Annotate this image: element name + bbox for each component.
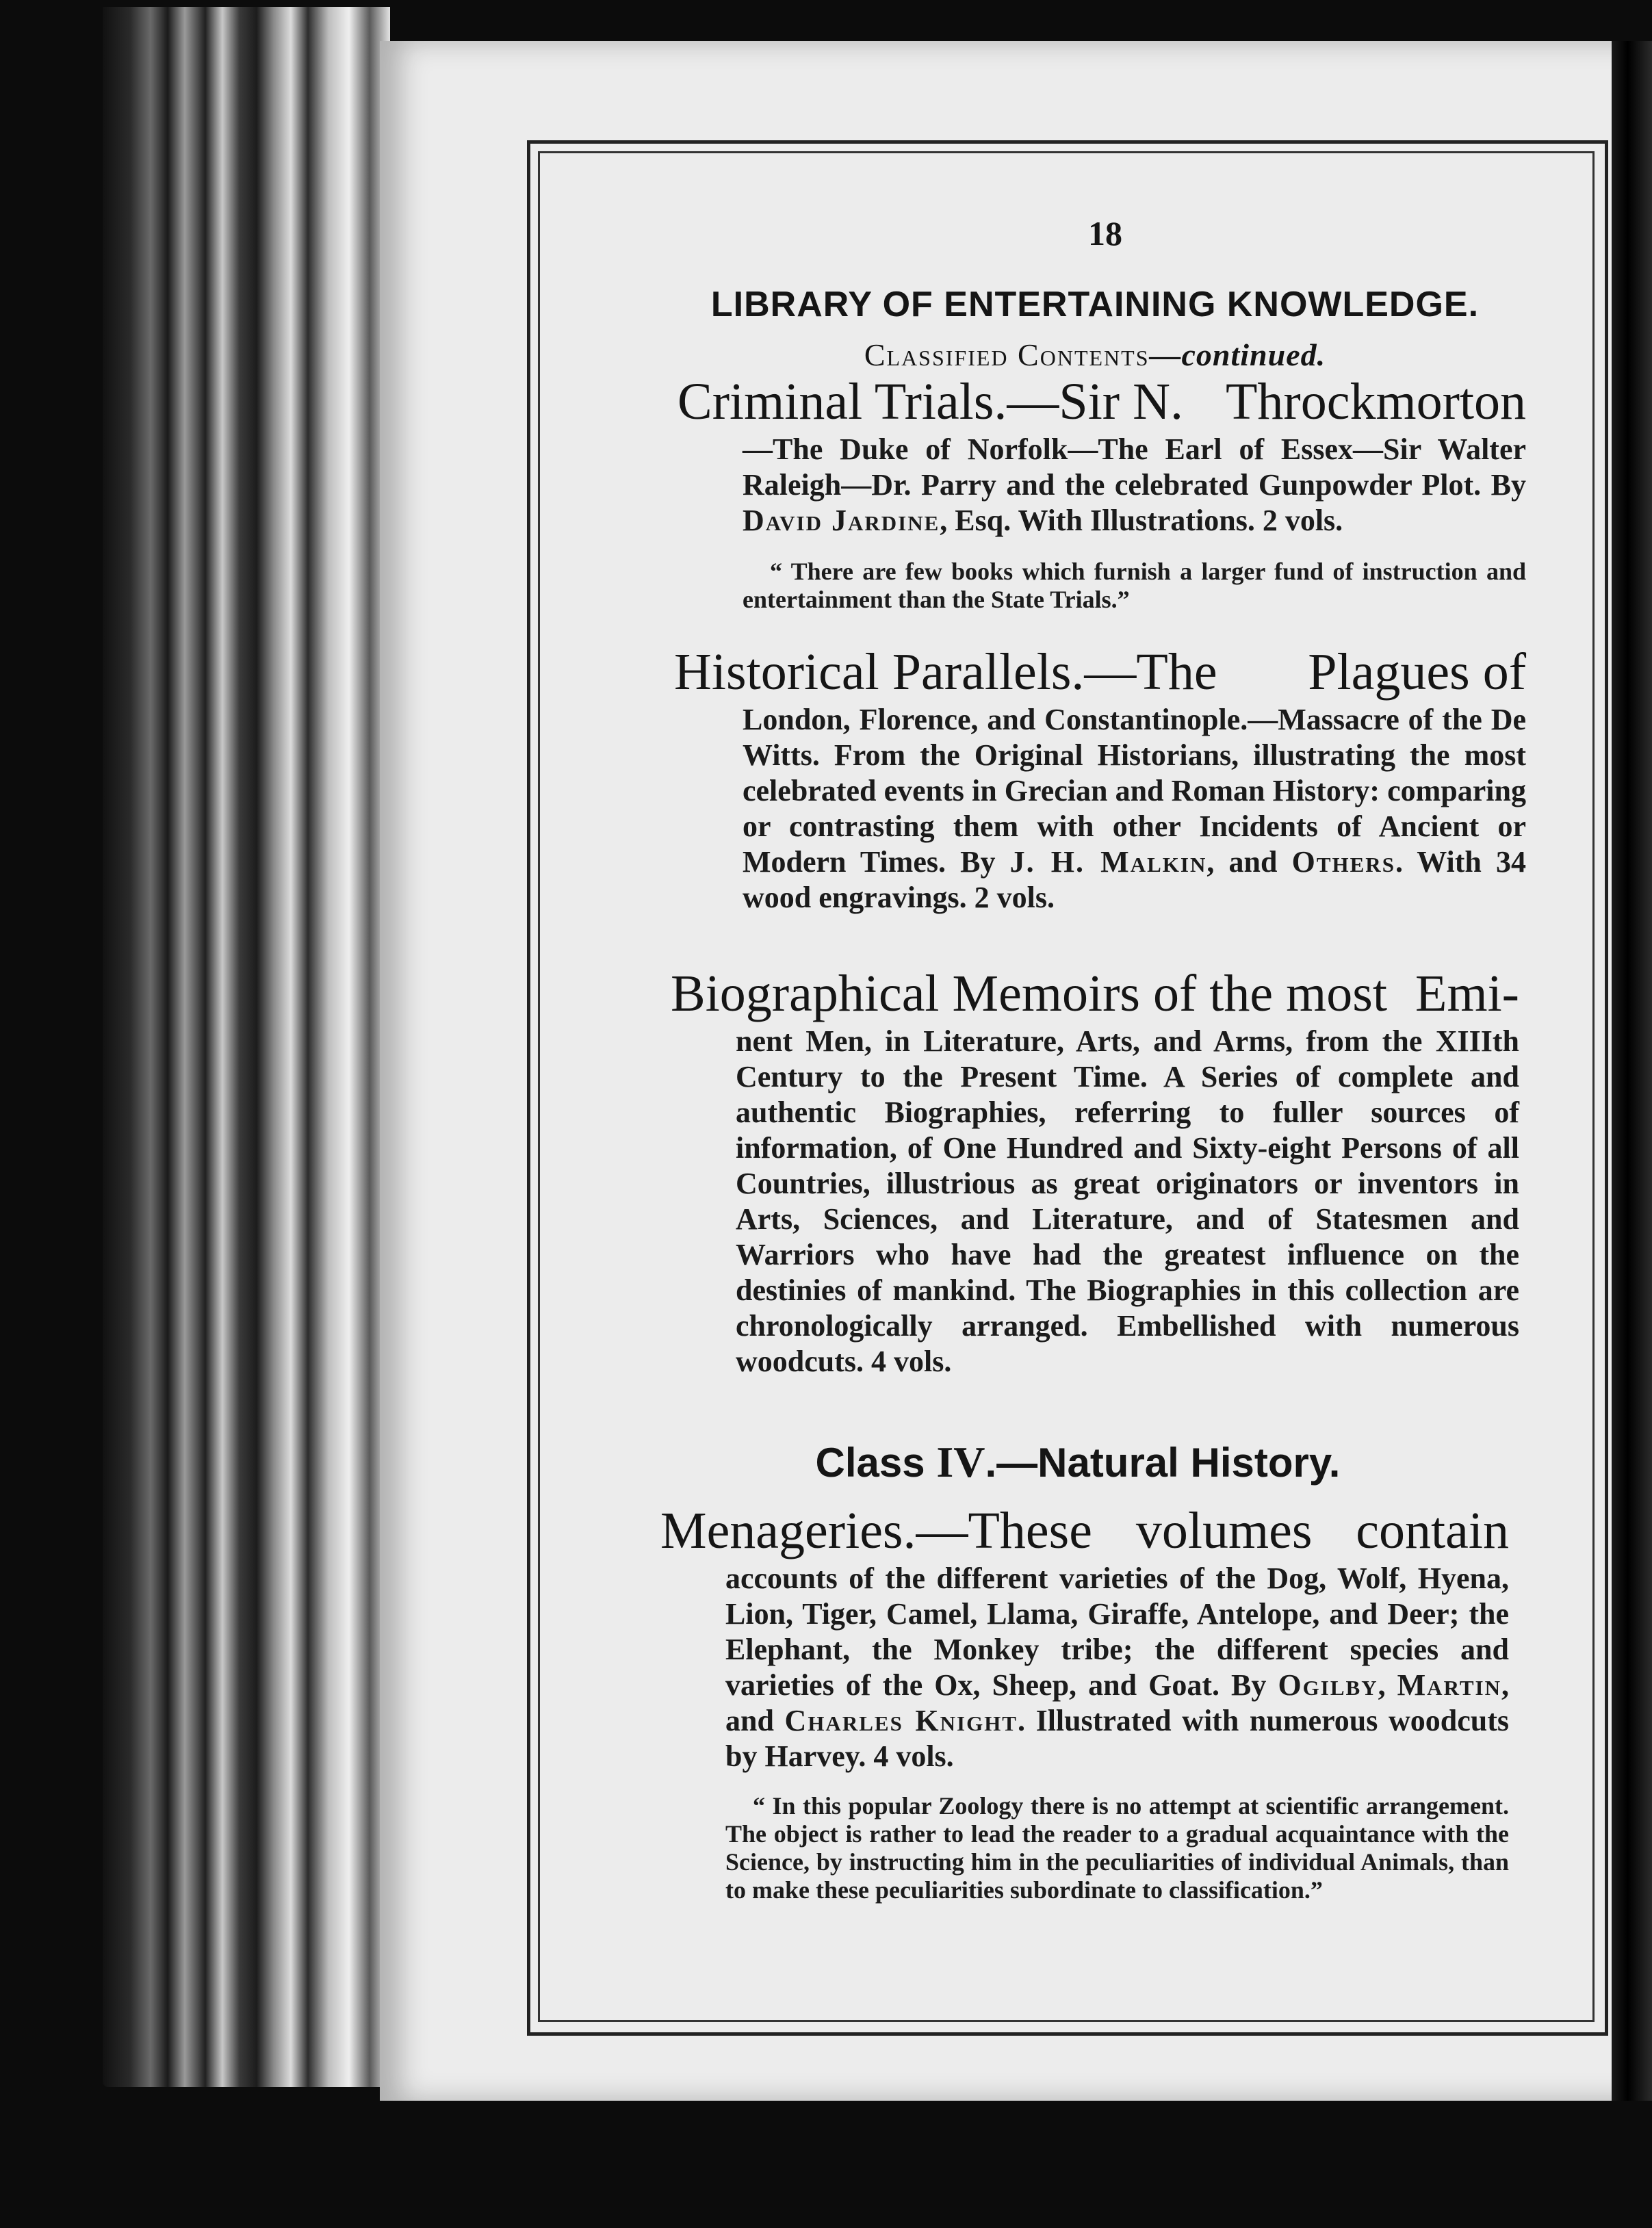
entry-body-text-end: . With 34 wood engravings. 2 vols. bbox=[743, 845, 1527, 914]
entry-historical-parallels bbox=[674, 643, 1526, 916]
book-page-edges bbox=[103, 7, 390, 2087]
entry-criminal-trials bbox=[677, 373, 1526, 614]
entry-title-right: Emi- bbox=[1415, 965, 1519, 1022]
subheading-prefix: Classified Contents bbox=[864, 337, 1150, 372]
entry-author: Ogilby bbox=[1278, 1668, 1378, 1702]
entry-body bbox=[743, 702, 1526, 916]
entry-body: nent Men, in Literature, Arts, and Arms, from the XIIIth Century to the Present Time. A Series of complete and authentic Biographies, referring to fuller sources of information, of One Hundred and Sixty-eight Persons of all Countries, illustrious as great originators or inventors in Arts, Sciences, and Literature, and of Statesmen and Warriors who have had the greatest influence on the destinies of mankind. The Biographies in this collection are chronologically arranged. Embellished with numerous woodcuts. 4 vols. bbox=[736, 1024, 1519, 1378]
class-heading-prefix: Class bbox=[815, 1440, 937, 1486]
entry-biographical-memoirs bbox=[671, 965, 1519, 1379]
entry-body-text-end: , Esq. With Illustrations. 2 vols. bbox=[940, 504, 1343, 537]
entry-menageries bbox=[660, 1502, 1509, 1904]
entry-title-left: Historical Parallels.—The bbox=[674, 643, 1217, 701]
entry-title bbox=[660, 1502, 1509, 1559]
entry-body-text: accounts of the different varieties of the Dog, Wolf, Hyena, Lion, Tiger, Camel, Llama, Giraffe, Antelope, and Deer; the Elephant, the Monkey tribe; the different species and varieties of the Ox, Sheep, and Goat. By bbox=[725, 1562, 1509, 1702]
entry-title-left: Menageries.—These bbox=[660, 1502, 1092, 1559]
entry-body bbox=[725, 1561, 1509, 1774]
entry-title-left: Criminal Trials.—Sir N. bbox=[677, 373, 1183, 430]
section-subheading bbox=[657, 337, 1533, 373]
entry-sep: , bbox=[1378, 1668, 1397, 1702]
entry-sep-2: , and bbox=[725, 1668, 1509, 1737]
class-heading-suffix: .—Natural History. bbox=[985, 1440, 1341, 1486]
entry-title-right: contain bbox=[1356, 1502, 1509, 1559]
entry-author: David Jardine bbox=[743, 504, 940, 537]
page-number: 18 bbox=[1088, 214, 1122, 252]
entry-quote: “ There are few books which furnish a larger fund of instruction and entertainment than the State Trials.” bbox=[743, 558, 1526, 613]
entry-author-2: Martin bbox=[1397, 1668, 1501, 1702]
entry-body-text-mid: , and bbox=[1206, 845, 1292, 879]
subheading-suffix: —continued. bbox=[1149, 337, 1326, 372]
entry-title-mid: volumes bbox=[1135, 1502, 1313, 1559]
entry-title-right: Plagues of bbox=[1308, 643, 1526, 701]
entry-title bbox=[677, 373, 1526, 430]
class-heading bbox=[684, 1437, 1471, 1488]
entry-body-text: —The Duke of Norfolk—The Earl of Essex—Sir Walter Raleigh—Dr. Parry and the celebrated Gunpowder Plot. By bbox=[743, 432, 1526, 502]
page-gutter-shadow bbox=[1612, 41, 1652, 2101]
entry-body bbox=[743, 432, 1526, 539]
entry-title-left: Biographical Memoirs of the most bbox=[671, 965, 1387, 1022]
running-head: LIBRARY OF ENTERTAINING KNOWLEDGE. bbox=[710, 285, 1480, 324]
entry-title bbox=[671, 965, 1519, 1022]
entry-author-2: Others bbox=[1291, 845, 1395, 879]
class-heading-numeral: IV bbox=[936, 1438, 985, 1486]
entry-body-text: London, Florence, and Constantinople.—Massacre of the De Witts. From the Original Historians, illustrating the most celebrated events in Grecian and Roman History: comparing or contrasting them with other Incidents of Ancient or Modern Times. By bbox=[743, 703, 1526, 879]
entry-quote: “ In this popular Zoology there is no attempt at scientific arrangement. The object is rather to lead the reader to a gradual acquaintance with the Science, by instructing him in the peculiarities of individual Animals, than to make these peculiarities subordinate to classification.” bbox=[725, 1792, 1509, 1904]
entry-author: J. H. Malkin bbox=[1009, 845, 1207, 879]
entry-title-right: Throckmorton bbox=[1225, 373, 1526, 430]
entry-title bbox=[674, 643, 1526, 701]
entry-body-text-end: . Illustrated with numerous woodcuts by Harvey. 4 vols. bbox=[725, 1704, 1509, 1773]
entry-author-3: Charles Knight bbox=[784, 1704, 1018, 1737]
